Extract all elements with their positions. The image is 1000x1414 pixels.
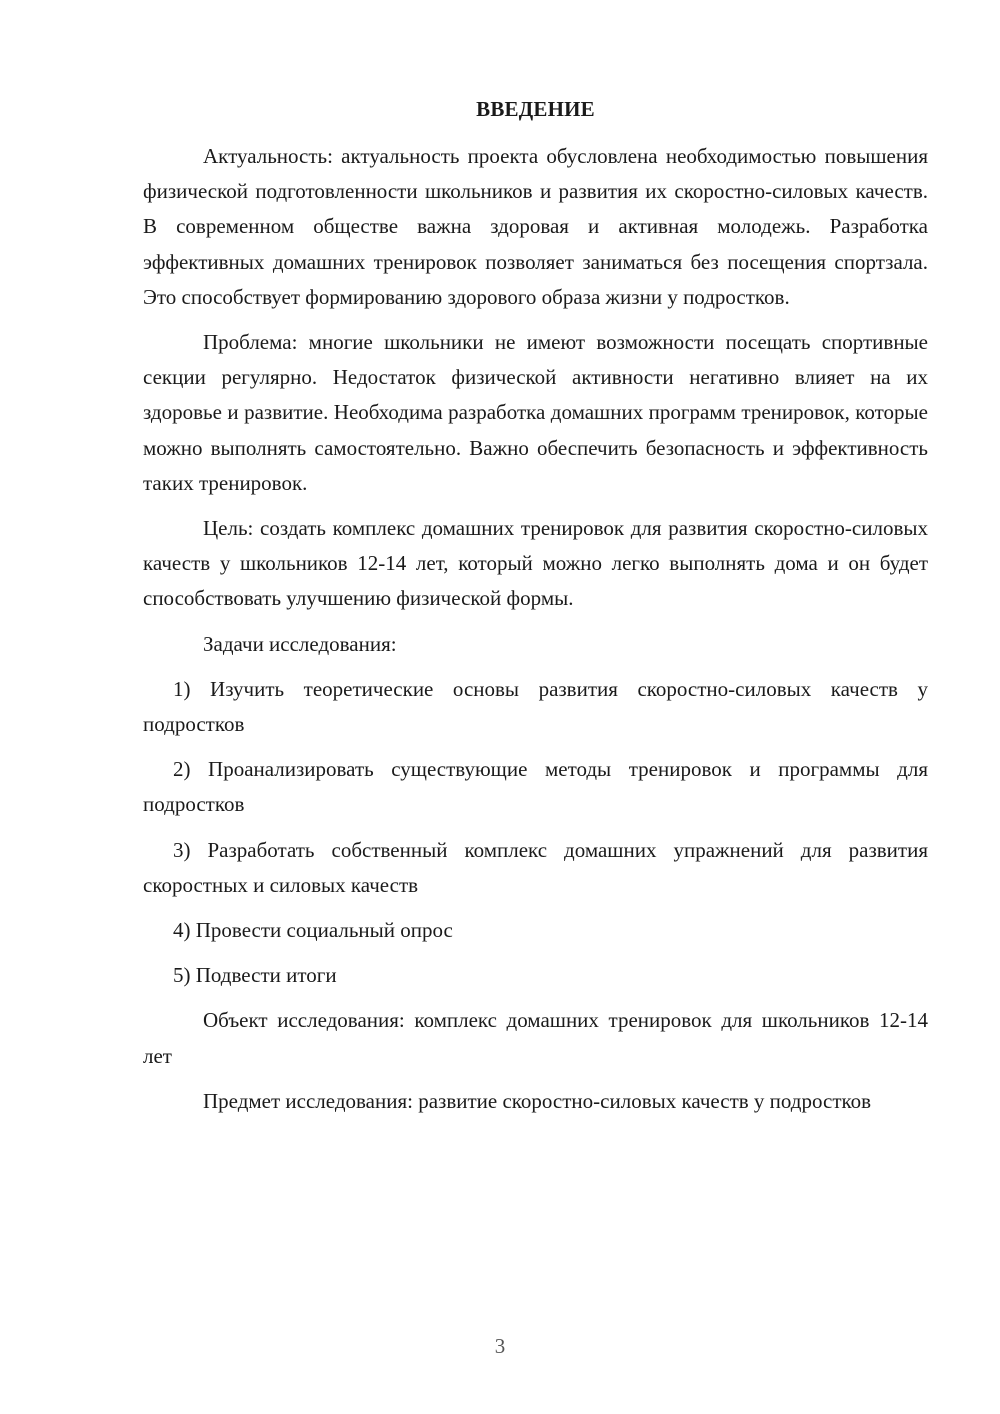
task-item-5: 5) Подвести итоги xyxy=(173,963,337,988)
task-item-3: 3) Разработать собственный комплекс домашних упражнений для развития скоростных и силовых качеств xyxy=(143,837,928,897)
subject-paragraph: Предмет исследования: развитие скоростно-силовых качеств у подростков xyxy=(203,1088,872,1113)
page-content xyxy=(143,92,928,1129)
page-number: 3 xyxy=(494,1334,506,1358)
problem-paragraph: Проблема: многие школьники не имеют возможности посещать спортивные секции регулярно. Недостаток физической активности негативно влияет на их здоровье и развитие. Необходима разработка домашних программ тренировок, которые можно выполнять самостоятельно. Важно обеспечить безопасность и эффективность таких тренировок. xyxy=(143,330,928,495)
page-title: ВВЕДЕНИЕ xyxy=(476,97,595,121)
tasks-heading: Задачи исследования: xyxy=(203,631,397,656)
task-item-1: 1) Изучить теоретические основы развития скоростно-силовых качеств у подростков xyxy=(143,676,928,737)
object-paragraph: Объект исследования: комплекс домашних тренировок для школьников 12-14 лет xyxy=(143,1008,928,1068)
goal-paragraph: Цель: создать комплекс домашних тренировок для развития скоростно-силовых качеств у школьников 12-14 лет, который можно легко выполнять дома и он будет способствовать улучшению физической формы. xyxy=(143,516,928,611)
task-item-2: 2) Проанализировать существующие методы тренировок и программы для подростков xyxy=(143,757,928,817)
task-item-4: 4) Провести социальный опрос xyxy=(173,918,453,943)
relevance-paragraph: Актуальность: актуальность проекта обусловлена необходимостью повышения физической подготовленности школьников и развития их скоростно-силовых качеств. В современном обществе важна здоровая и активная молодежь. Разработка эффективных домашних тренировок позволяет заниматься без посещения спортзала. Это способствует формированию здорового образа жизни у подростков. xyxy=(143,144,928,309)
